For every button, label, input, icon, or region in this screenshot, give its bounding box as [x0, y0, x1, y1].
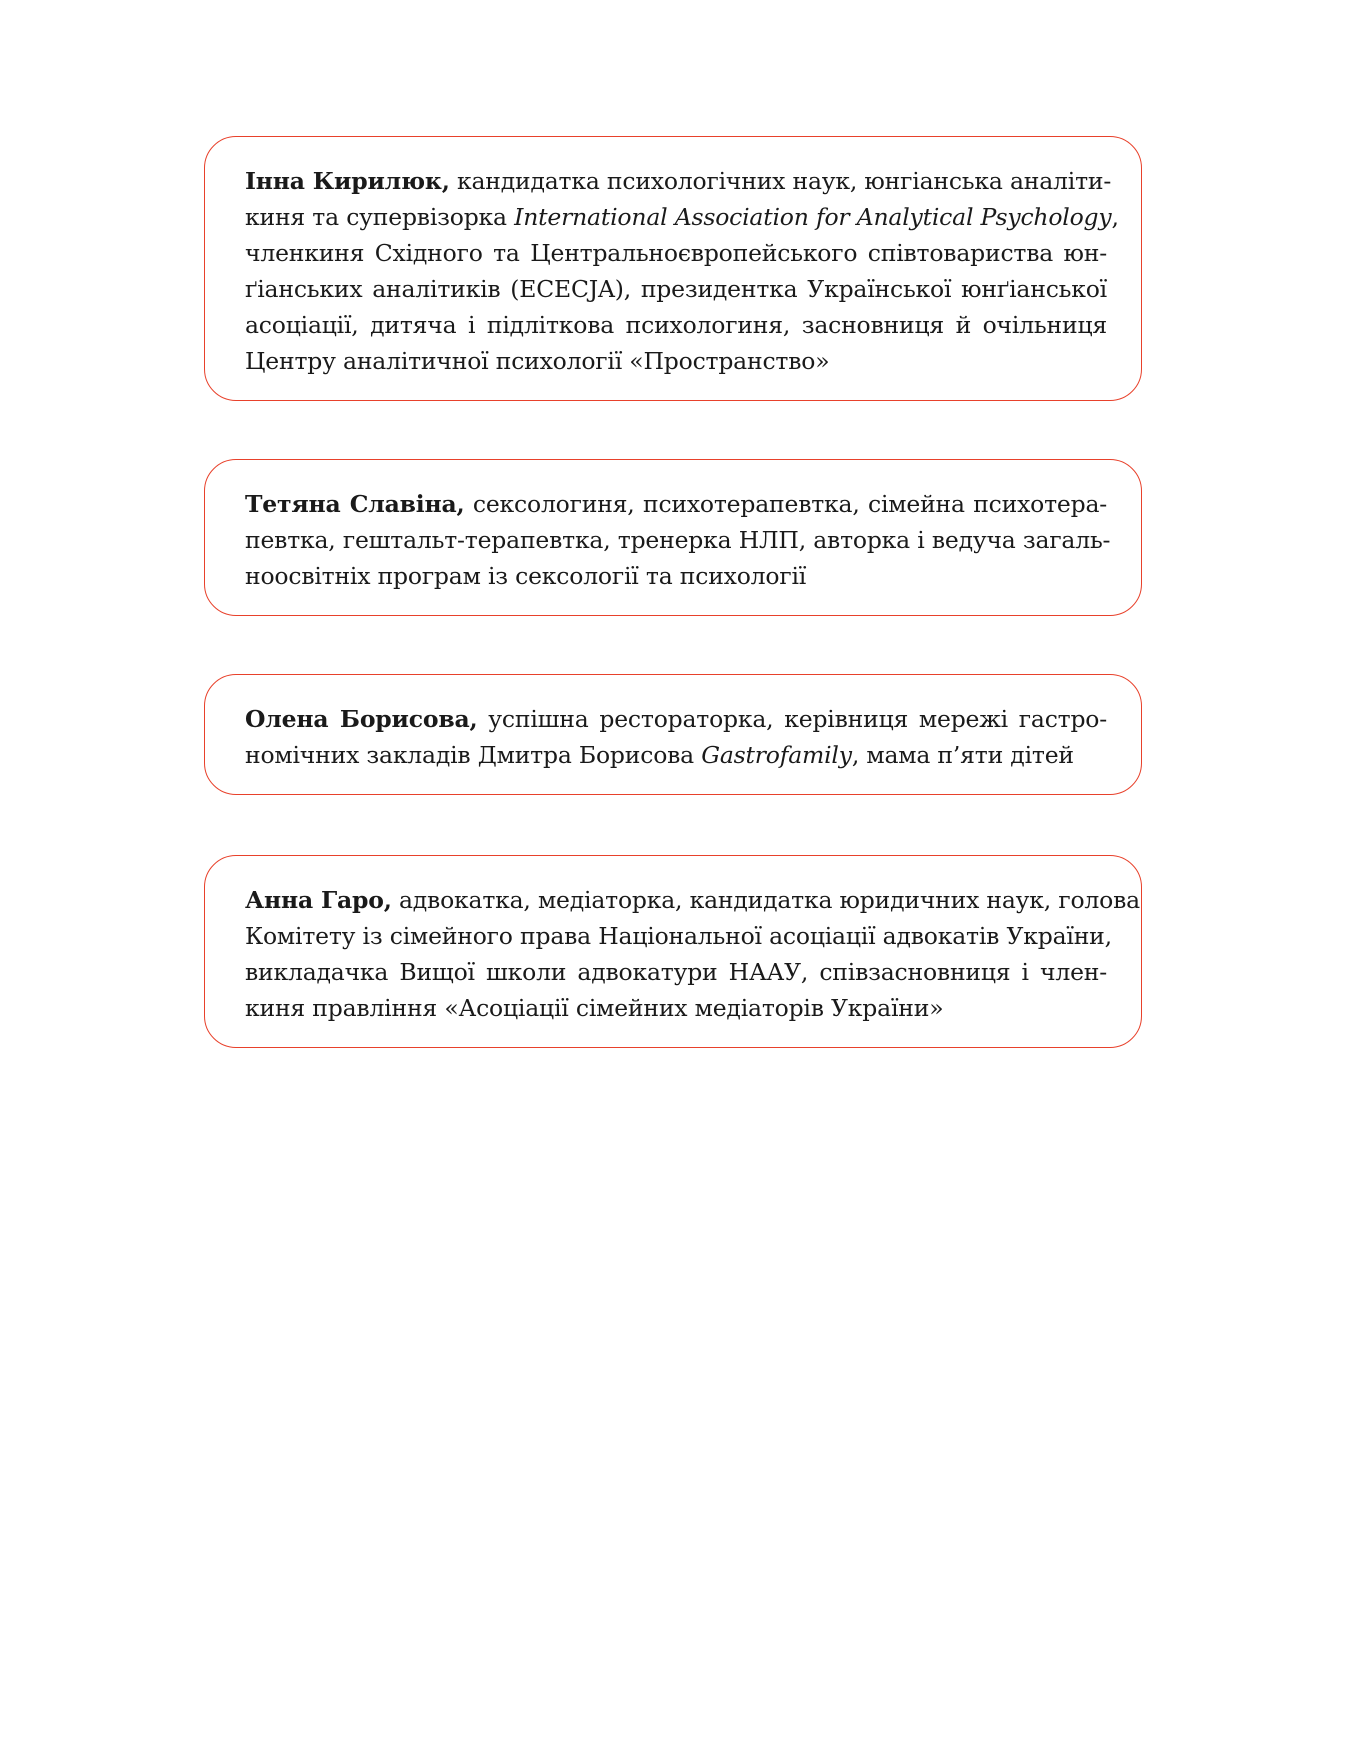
bio-line	[245, 271, 1107, 307]
bio-text: адвокатка, медіаторка, кандидатка юридичних наук, голова	[391, 886, 1140, 914]
bio-line	[245, 918, 1112, 954]
bio-line	[245, 701, 1107, 737]
bio-line	[245, 882, 1140, 918]
bio-line	[245, 737, 1107, 773]
bio-text: ноосвітніх програм із сексології та психології	[245, 562, 807, 590]
bio-text: киня та супервізорка	[245, 203, 515, 231]
bio-text: Комітету із сімейного права Національної асоціації адвокатів України,	[245, 922, 1112, 950]
bio-card-haro	[204, 855, 1142, 1048]
bio-text: киня правління «Асоціації сімейних медіаторів України»	[245, 994, 944, 1022]
bio-card-borysova	[204, 674, 1142, 795]
bio-text: асоціації, дитяча і підліткова психологиня, засновниця й очільниця	[245, 311, 1107, 339]
bio-text: кандидатка психологічних наук, юнгіанська аналіти-	[449, 167, 1112, 195]
bio-line	[245, 522, 1111, 558]
bio-text: викладачка Вищої школи адвокатури НААУ, співзасновниця і член-	[245, 958, 1107, 986]
bio-line	[245, 343, 1107, 379]
bio-text: ,	[1111, 203, 1119, 231]
bio-text: Центру аналітичної психології «Пространство»	[245, 347, 830, 375]
bio-line	[245, 235, 1107, 271]
bio-name: Анна Гаро,	[245, 886, 392, 914]
bio-line	[245, 307, 1107, 343]
bio-text: номічних закладів Дмитра Борисова	[245, 741, 702, 769]
bio-text: ґіанських аналітиків (ECECJA), президентка Української юнґіанської	[245, 275, 1107, 303]
bio-card-kyryliuk	[204, 136, 1142, 401]
bio-line	[245, 199, 1119, 235]
bio-name: Олена Борисова,	[245, 705, 478, 733]
bio-line	[245, 990, 1107, 1026]
bio-text-italic: International Association for Analytical Psychology	[514, 203, 1112, 231]
bio-line	[245, 486, 1107, 522]
bio-text: сексологиня, психотерапевтка, сімейна психотера-	[464, 490, 1107, 518]
bio-text: членкиня Східного та Центральноєвропейського співтовариства юн-	[245, 239, 1107, 267]
bio-name: Тетяна Славіна,	[245, 490, 465, 518]
bio-line	[245, 163, 1112, 199]
bio-text: успішна рестораторка, керівниця мережі гастро-	[477, 705, 1108, 733]
bio-line	[245, 954, 1107, 990]
bio-name: Інна Кирилюк,	[245, 167, 450, 195]
bio-card-slavina	[204, 459, 1142, 616]
bio-text: певтка, гештальт-терапевтка, тренерка НЛП, авторка і ведуча загаль-	[245, 526, 1111, 554]
bio-text-italic: Gastrofamily	[701, 741, 852, 769]
bio-line	[245, 558, 1107, 594]
bio-text: , мама п’яти дітей	[851, 741, 1074, 769]
